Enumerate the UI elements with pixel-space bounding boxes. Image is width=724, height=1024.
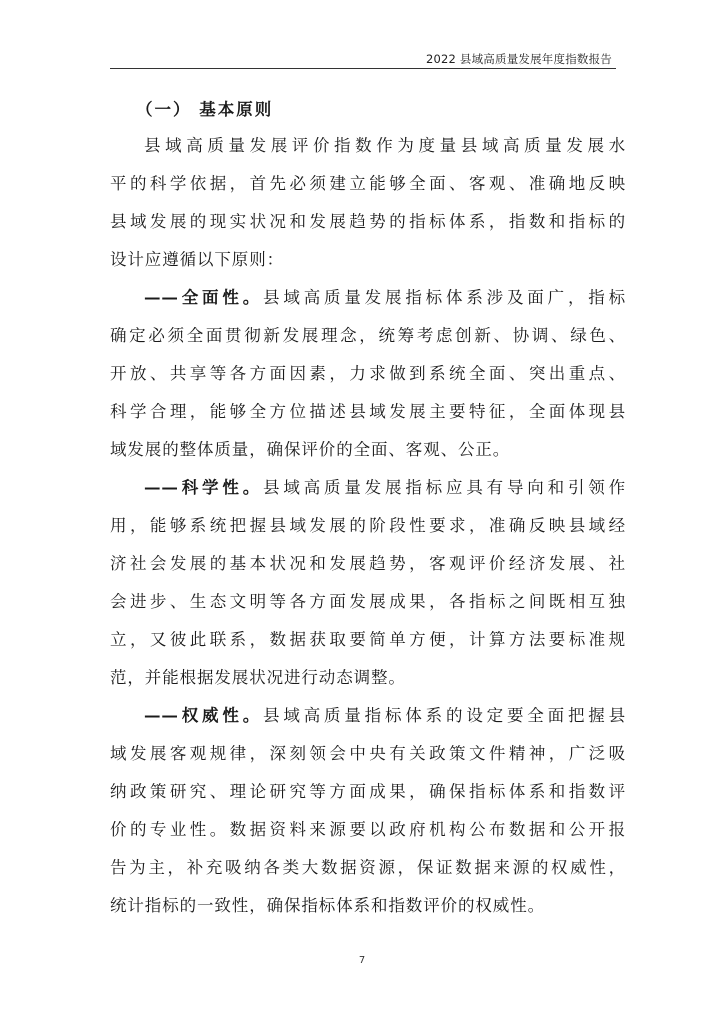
page-number: 7	[358, 955, 366, 966]
paragraph-line: 县域发展的现实状况和发展趋势的指标体系，指数和指标的	[110, 212, 626, 231]
paragraph-line: 范，并能根据发展状况进行动态调整。	[110, 668, 406, 687]
paragraph-line: 统计指标的一致性，确保指标体系和指数评价的权威性。	[110, 896, 545, 915]
principle-term: ——全面性。	[144, 288, 264, 307]
paragraph-line: 平的科学依据，首先必须建立能够全面、客观、准确地反映	[110, 174, 626, 193]
paragraph-line: 用，能够系统把握县域发展的阶段性要求，准确反映县域经	[110, 516, 626, 535]
paragraph-line: 确定必须全面贯彻新发展理念，统筹考虑创新、协调、绿色、	[110, 326, 626, 345]
principle-comprehensive	[110, 279, 626, 469]
principle-authoritative	[110, 697, 626, 925]
principle-first-text: 县域高质量发展指标体系涉及面广，指标	[263, 288, 626, 307]
paragraph-line: 科学合理，能够全方位描述县域发展主要特征，全面体现县	[110, 402, 626, 421]
paragraph-line: 告为主，补充吸纳各类大数据资源，保证数据来源的权威性，	[110, 858, 626, 877]
paragraph-line: 域发展的整体质量，确保评价的全面、客观、公正。	[110, 440, 511, 459]
section-heading: （一） 基本原则	[136, 100, 274, 119]
intro-paragraph	[110, 127, 626, 279]
paragraph-line: 价的专业性。数据资料来源要以政府机构公布数据和公开报	[110, 820, 626, 839]
principle-first-line	[110, 469, 626, 507]
principle-first-line	[110, 697, 626, 735]
paragraph-line: 立，又彼此联系，数据获取要简单方便，计算方法要标准规	[110, 630, 626, 649]
principle-scientific	[110, 469, 626, 697]
paragraph-line: 设计应遵循以下原则：	[110, 250, 284, 269]
header-divider	[110, 68, 616, 69]
header-title: 2022 县域高质量发展年度指数报告	[425, 52, 612, 66]
principle-first-line	[110, 279, 626, 317]
principle-term: ——科学性。	[144, 478, 264, 497]
paragraph-line: 济社会发展的基本状况和发展趋势，客观评价经济发展、社	[110, 554, 626, 573]
paragraph-line: 纳政策研究、理论研究等方面成果，确保指标体系和指数评	[110, 782, 626, 801]
principle-first-text: 县域高质量指标体系的设定要全面把握县	[263, 706, 626, 725]
paragraph-line: 县域高质量发展评价指数作为度量县域高质量发展水	[144, 136, 626, 155]
principle-term: ——权威性。	[144, 706, 264, 725]
principle-first-text: 县域高质量发展指标应具有导向和引领作	[263, 478, 626, 497]
paragraph-line: 开放、共享等各方面因素，力求做到系统全面、突出重点、	[110, 364, 626, 383]
paragraph-line: 会进步、生态文明等各方面发展成果，各指标之间既相互独	[110, 592, 626, 611]
paragraph-line: 域发展客观规律，深刻领会中央有关政策文件精神，广泛吸	[110, 744, 626, 763]
